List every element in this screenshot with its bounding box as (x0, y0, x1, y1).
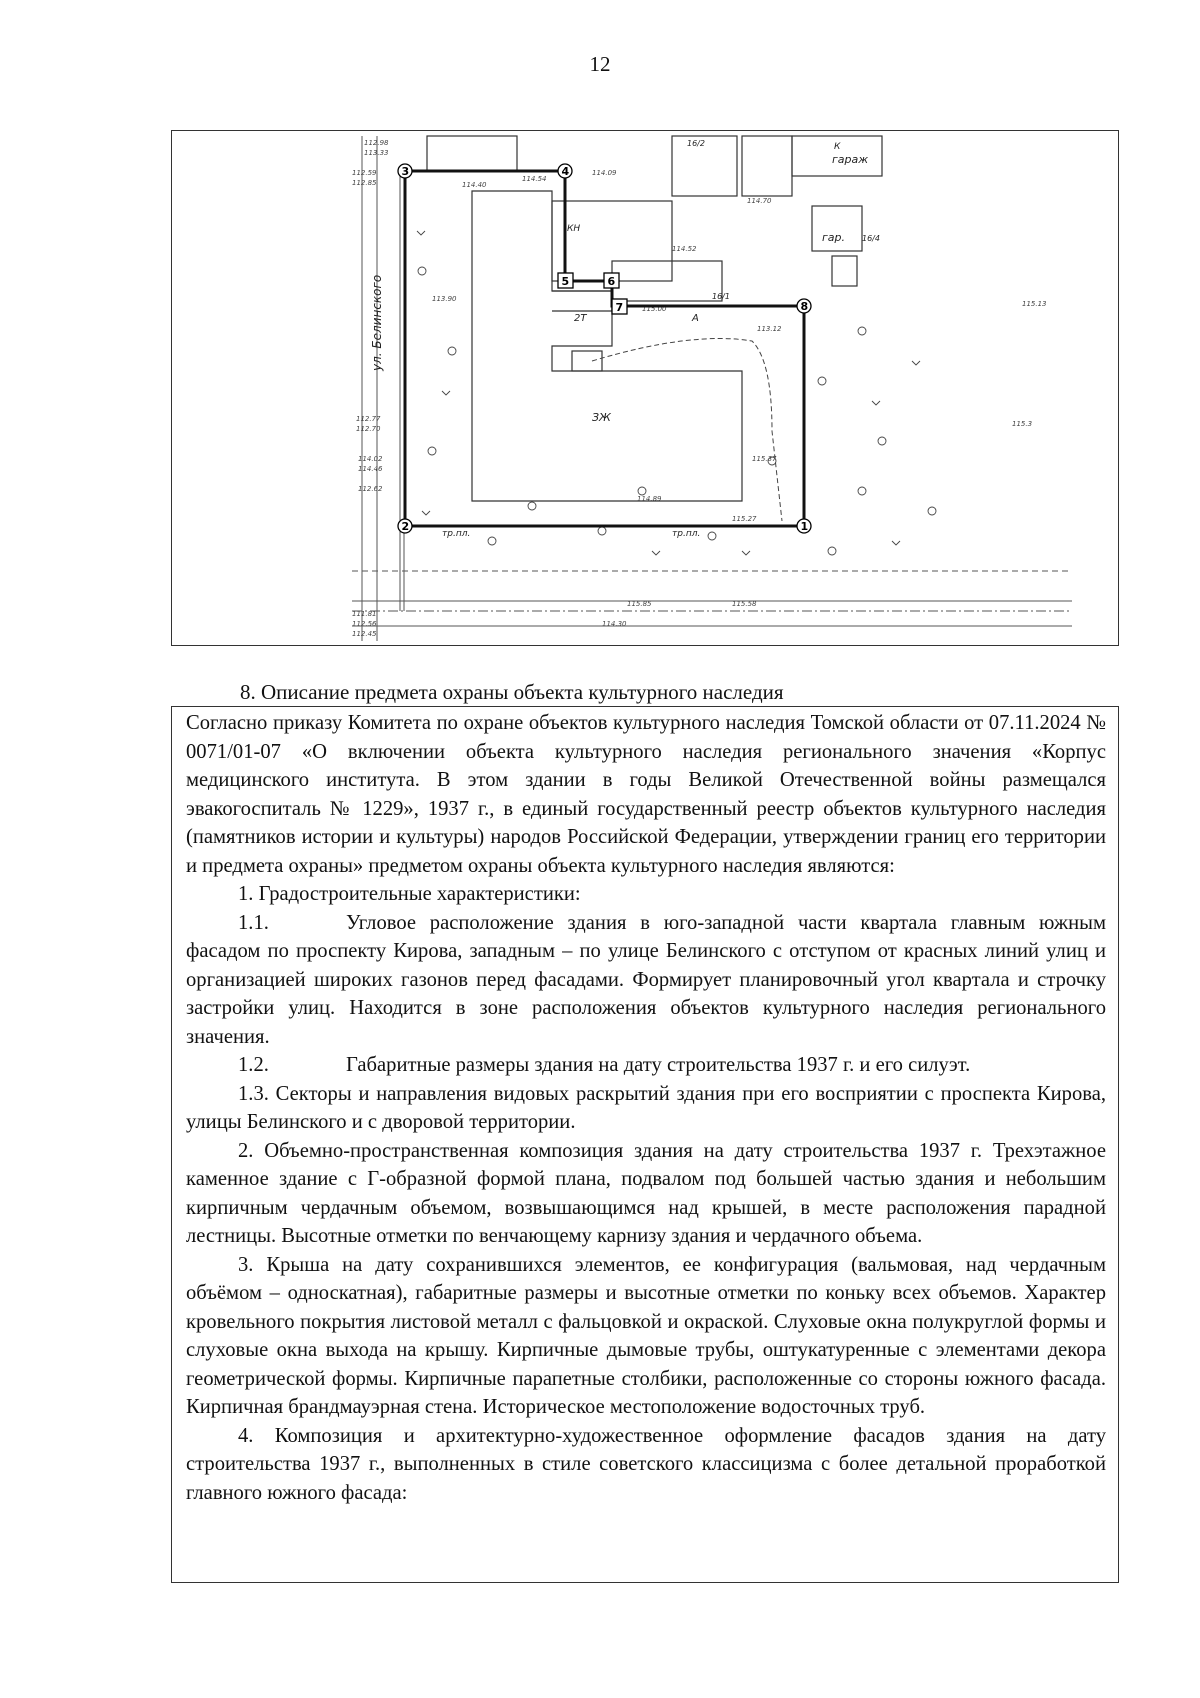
svg-text:4: 4 (561, 165, 570, 178)
svg-text:114.46: 114.46 (358, 465, 383, 473)
svg-text:115.58: 115.58 (732, 600, 757, 608)
item-1: 1. Градостроительные характеристики: (238, 883, 581, 905)
site-plan-map (171, 130, 1119, 646)
annotation: 16/4 (862, 234, 880, 243)
building-label: ЗЖ (592, 411, 611, 424)
svg-text:114.40: 114.40 (462, 181, 487, 189)
svg-text:114.89: 114.89 (637, 495, 662, 503)
svg-text:114.02: 114.02 (358, 455, 383, 463)
annotation: 16/2 (687, 139, 705, 148)
svg-text:112.85: 112.85 (352, 179, 377, 187)
annotation: тр.пл. (672, 529, 701, 539)
svg-text:112.59: 112.59 (352, 169, 377, 177)
svg-text:114.09: 114.09 (592, 169, 617, 177)
item-2: 2. Объемно-пространственная композиция здания на дату строительства 1937 г. Трехэтажное каменное здание с Г-образной формой плана, подвалом под большей частью здания и небольшим кирпичным чердачным объемом, возвышающимся над крышей, в месте расположения парадной лестницы. Высотные отметки по венчающему карнизу здания и чердачного объема. (186, 1139, 1106, 1247)
svg-text:115.00: 115.00 (642, 305, 667, 313)
annotation: 16/1 (712, 292, 730, 301)
item-4: 4. Композиция и архитектурно-художественное оформление фасадов здания на дату строительства 1937 г., выполненных в стиле советского классицизма с более детальной проработкой главного южного фасада: (186, 1424, 1106, 1504)
svg-text:113.90: 113.90 (432, 295, 457, 303)
driveway-line (592, 339, 782, 522)
section-heading: 8. Описание предмета охраны объекта культурного наследия (240, 680, 784, 704)
svg-text:113.33: 113.33 (364, 149, 389, 157)
boundary-point-6 (604, 273, 619, 288)
svg-text:5: 5 (561, 275, 570, 288)
item-text: Габаритные размеры здания на дату строительства 1937 г. и его силуэт. (346, 1054, 971, 1076)
annotation: КН (567, 224, 581, 234)
svg-text:114.70: 114.70 (747, 197, 772, 205)
item-number: 1.2. (238, 1054, 269, 1076)
svg-text:114.54: 114.54 (522, 175, 547, 183)
svg-text:114.30: 114.30 (602, 620, 627, 628)
territory-boundary (405, 171, 804, 526)
svg-text:115.13: 115.13 (1022, 300, 1047, 308)
item-number: 1.1. (238, 911, 269, 934)
street-hatching (352, 136, 1072, 641)
boundary-point-8 (797, 299, 811, 313)
svg-text:3: 3 (401, 165, 410, 178)
svg-text:115.27: 115.27 (732, 515, 757, 523)
svg-text:112.62: 112.62 (358, 485, 383, 493)
annotation: гар. (822, 231, 845, 244)
boundary-point-5 (558, 273, 573, 288)
boundary-point-3 (398, 164, 412, 178)
svg-text:1: 1 (800, 520, 809, 533)
vegetation-marks (417, 231, 936, 555)
street-label: ул. Белинского (370, 274, 384, 371)
svg-text:115.85: 115.85 (627, 600, 652, 608)
svg-text:6: 6 (607, 275, 616, 288)
svg-text:7: 7 (615, 301, 624, 314)
annotation: 2Т (574, 313, 587, 324)
annotation: гараж (832, 153, 869, 166)
protection-subject-box (171, 706, 1119, 1583)
item-1-1 (186, 909, 1106, 1052)
map-annotations (442, 139, 880, 539)
annotation: тр.пл. (442, 529, 471, 539)
svg-text:112.98: 112.98 (364, 139, 389, 147)
boundary-point-1 (797, 519, 811, 533)
item-1-2 (186, 1051, 1106, 1080)
elevation-notes (352, 139, 1047, 638)
boundary-point-4 (558, 164, 572, 178)
existing-buildings (427, 136, 882, 501)
intro-paragraph: Согласно приказу Комитета по охране объектов культурного наследия Томской области от 07.11.2024 № 0071/01-07 «О включении объекта культурного наследия регионального значения «Корпус медицинского института. В этом здании в годы Великой Отечественной войны размещался эвакогоспиталь № 1229», 1937 г., в единый государственный реестр объектов культурного наследия (памятников истории и культуры) народов Российской Федерации, утверждении границ его территории и предмета охраны» предметом охраны объекта культурного наследия являются: (186, 712, 1106, 877)
boundary-point-2 (398, 519, 412, 533)
svg-text:111.81: 111.81 (352, 610, 377, 618)
annotation: К (834, 142, 841, 152)
svg-text:112.56: 112.56 (352, 620, 377, 628)
item-text: Угловое расположение здания в юго-западной части квартала главным южным фасадом по проспекту Кирова, западным – по улице Белинского с отступом от красных линий улиц и организацией широких газонов перед фасадами. Формирует планировочный угол квартала и строчку застройки улиц. Находится в зоне расположения объектов культурного наследия регионального значения. (186, 911, 1106, 1048)
site-plan-drawing (172, 131, 1117, 644)
svg-text:113.12: 113.12 (757, 325, 782, 333)
svg-text:115.3: 115.3 (1012, 420, 1033, 428)
annotation: А (692, 313, 699, 324)
svg-text:115.37: 115.37 (752, 455, 777, 463)
item-1-3: 1.3. Секторы и направления видовых раскрытий здания при его восприятии с проспекта Кирова, улицы Белинского и с дворовой территории. (186, 1082, 1106, 1133)
boundary-point-7 (612, 299, 627, 314)
svg-text:112.70: 112.70 (356, 425, 381, 433)
item-3: 3. Крыша на дату сохранившихся элементов, ее конфигурация (вальмовая, над чердачным объёмом – односкатная), габаритные размеры и высотные отметки по коньку всех объемов. Характер кровельного покрытия листовой металл с фальцовкой и окраской. Слуховые окна полукруглой формы и слуховые окна выхода на крышу. Кирпичные дымовые трубы, оштукатуренные с элементами декора геометрической формы. Кирпичные парапетные столбики, расположенные со стороны южного фасада. Кирпичная брандмауэрная стена. Историческое местоположение водосточных труб. (186, 1253, 1106, 1418)
svg-text:112.77: 112.77 (356, 415, 381, 423)
svg-text:112.45: 112.45 (352, 630, 377, 638)
svg-text:2: 2 (401, 520, 410, 533)
page-number: 12 (589, 52, 611, 76)
svg-text:114.52: 114.52 (672, 245, 697, 253)
svg-text:8: 8 (800, 300, 809, 313)
